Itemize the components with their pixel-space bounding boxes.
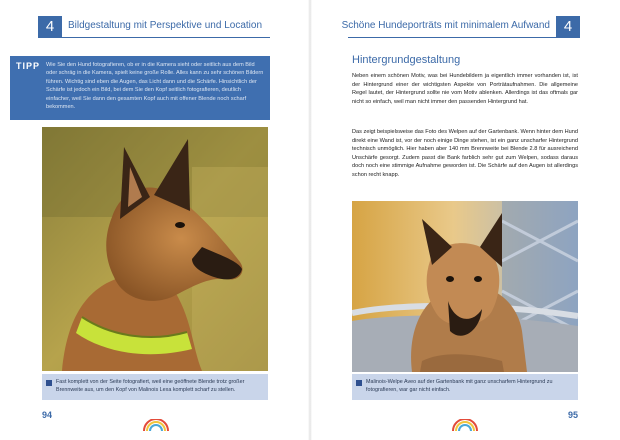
right-caption-text: Malinois-Welpe Aveo auf der Gartenbank mit ganz unscharfem Hintergrund zu fotografieren, war gar nicht einfach. [366, 379, 553, 393]
header-rule [348, 37, 556, 38]
left-photo-caption [42, 374, 268, 400]
body-paragraph-2: Das zeigt beispielsweise das Foto des Welpen auf der Gartenbank. Wenn hinter dem Hund direkt eine Wand ist, vor der noch einige Dinge stehen, ist ein ganz unscharfer Hintergrund technisch unmöglich. Hier haben aber 140 mm Brennweite bei Blende 2.8 für ausreichend Unschärfe gesorgt. Zudem passt die Bank farblich sehr gut zum Welpen, sodass daraus doch noch eine stimmige Aufnahme geworden ist. Die Schärfe auf den Augen ist allerdings schon recht knapp. [352, 129, 578, 178]
tip-box [10, 56, 270, 120]
tip-label: TIPP [16, 61, 41, 71]
photo-malinois-puppy-on-bench [352, 201, 578, 372]
page-number-right: 95 [568, 410, 579, 420]
right-photo-caption [352, 374, 578, 400]
page-number-left: 94 [42, 410, 53, 420]
right-running-header [341, 16, 580, 38]
caption-square-icon [356, 380, 362, 386]
photo-adult-malinois [42, 127, 268, 371]
left-header-title: Bildgestaltung mit Perspektive und Location [68, 20, 263, 31]
rainbow-logo-icon [451, 418, 479, 434]
book-gutter [308, 0, 312, 440]
section-title: Hintergrundgestaltung [352, 54, 461, 66]
header-rule [62, 37, 270, 38]
rainbow-logo-icon [142, 418, 170, 434]
right-header-title: Schöne Hundeporträts mit minimalem Aufwand [341, 20, 550, 31]
body-paragraph-1: Neben einem schönen Motiv, was bei Hundebildern ja eigentlich immer vorhanden ist, ist der Hintergrund einer der wichtigsten Aspekte von Porträtaufnahmen. Die allgemeine Regel lautet, der Hintergrund sollte nie vom Motiv ablenken. Allerdings ist das oftmals gar nicht so einfach, weil man nicht immer den passenden Hintergrund hat. [352, 73, 578, 105]
tip-text: Wie Sie den Hund fotografieren, ob er in die Kamera sieht oder seitlich aus dem Bild oder schräg in die Kamera, spielt keine große Rolle. Alles kann zu sehr schönen Bildern führen. Wichtig sind eben die Augen, das Licht dann und die Schärfe. Hinsichtlich der Schärfe ist jedoch ein Bild, bei dem Sie den Kopf seitlich fotografieren, deutlich einfacher, weil Sie dann den gesamten Kopf auch mit offener Blende noch scharf bekommen. [46, 62, 264, 111]
chapter-number-badge: 4 [38, 16, 62, 38]
caption-square-icon [46, 380, 52, 386]
left-running-header [38, 16, 270, 38]
chapter-number-badge: 4 [556, 16, 580, 38]
left-caption-text: Fast komplett von der Seite fotografiert, weil eine geöffnete Blende trotz großer Brennweite aus, um den Kopf von Malinois Lexa komplett scharf zu stellen. [56, 379, 245, 393]
